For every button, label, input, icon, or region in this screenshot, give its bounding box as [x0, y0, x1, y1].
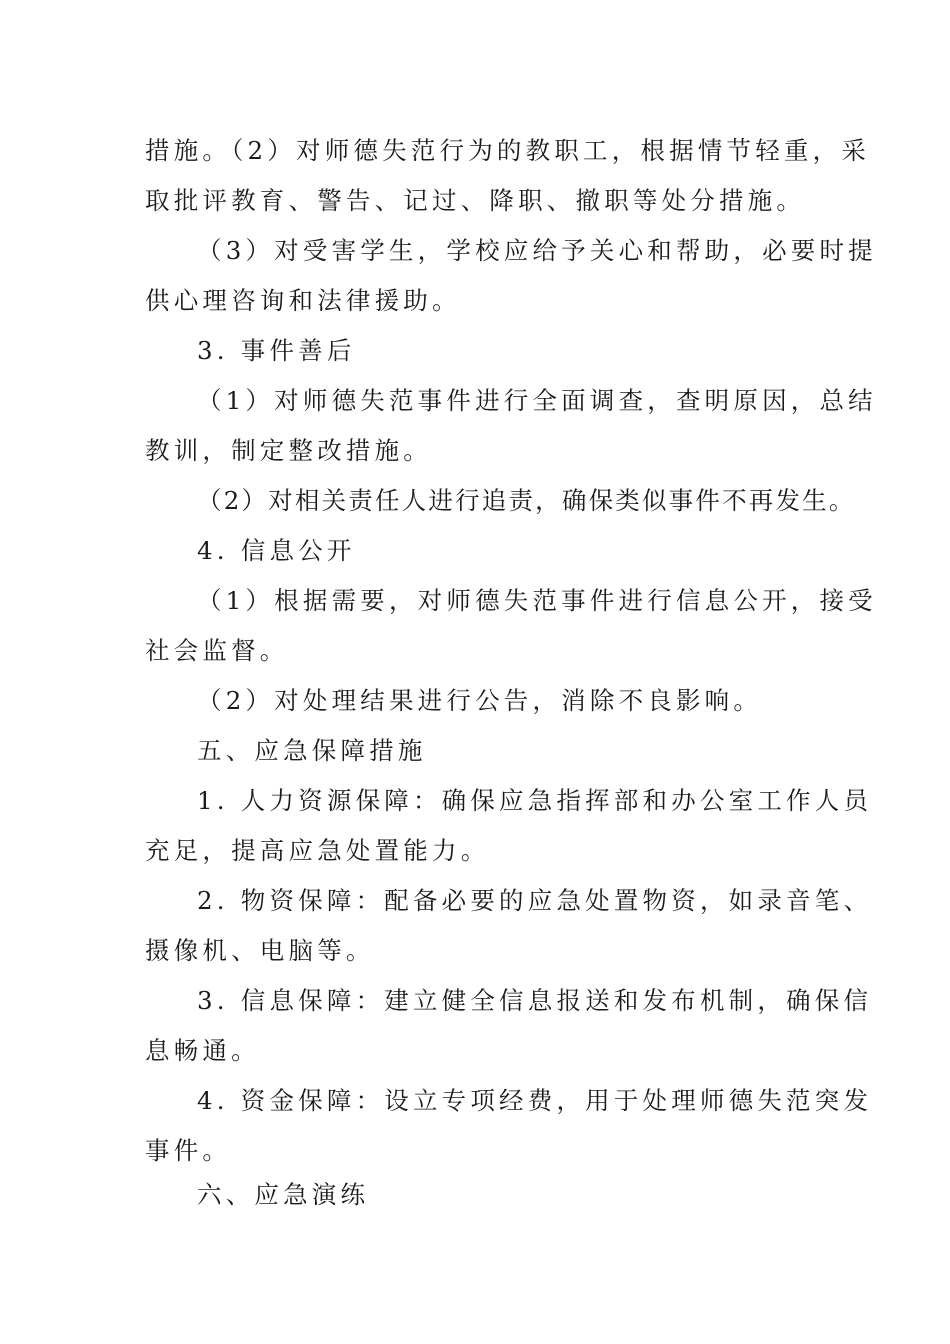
paragraph-line: 1. 人力资源保障：确保应急指挥部和办公室工作人员 — [197, 786, 873, 815]
paragraph-line: 2. 物资保障：配备必要的应急处置物资，如录音笔、 — [197, 886, 873, 915]
paragraph-line: （1）对师德失范事件进行全面调查，查明原因，总结 — [197, 386, 877, 415]
paragraph-line: （1）根据需要，对师德失范事件进行信息公开，接受 — [197, 586, 877, 615]
paragraph-line: 充足，提高应急处置能力。 — [145, 836, 490, 865]
paragraph-line: 措施。（2）对师德失范行为的教职工，根据情节轻重，采 — [145, 136, 871, 165]
section-heading: 3. 事件善后 — [197, 336, 356, 365]
paragraph-line: 4. 资金保障：设立专项经费，用于处理师德失范突发 — [197, 1086, 873, 1115]
section-heading: 六、应急演练 — [197, 1180, 370, 1209]
paragraph-line: 摄像机、电脑等。 — [145, 936, 375, 965]
paragraph-line: （2）对处理结果进行公告，消除不良影响。 — [197, 686, 763, 715]
section-heading: 五、应急保障措施 — [197, 736, 427, 765]
paragraph-line: 事件。 — [145, 1136, 232, 1165]
paragraph-line: 社会监督。 — [145, 636, 289, 665]
paragraph-line: （3）对受害学生，学校应给予关心和帮助，必要时提 — [197, 236, 877, 265]
paragraph-line: 教训，制定整改措施。 — [145, 436, 432, 465]
section-heading: 4. 信息公开 — [197, 536, 356, 565]
paragraph-line: 3. 信息保障：建立健全信息报送和发布机制，确保信 — [197, 986, 873, 1015]
paragraph-line: （2）对相关责任人进行追责，确保类似事件不再发生。 — [197, 486, 856, 515]
paragraph-line: 取批评教育、警告、记过、降职、撤职等处分措施。 — [145, 186, 806, 215]
paragraph-line: 息畅通。 — [145, 1036, 260, 1065]
paragraph-line: 供心理咨询和法律援助。 — [145, 286, 461, 315]
